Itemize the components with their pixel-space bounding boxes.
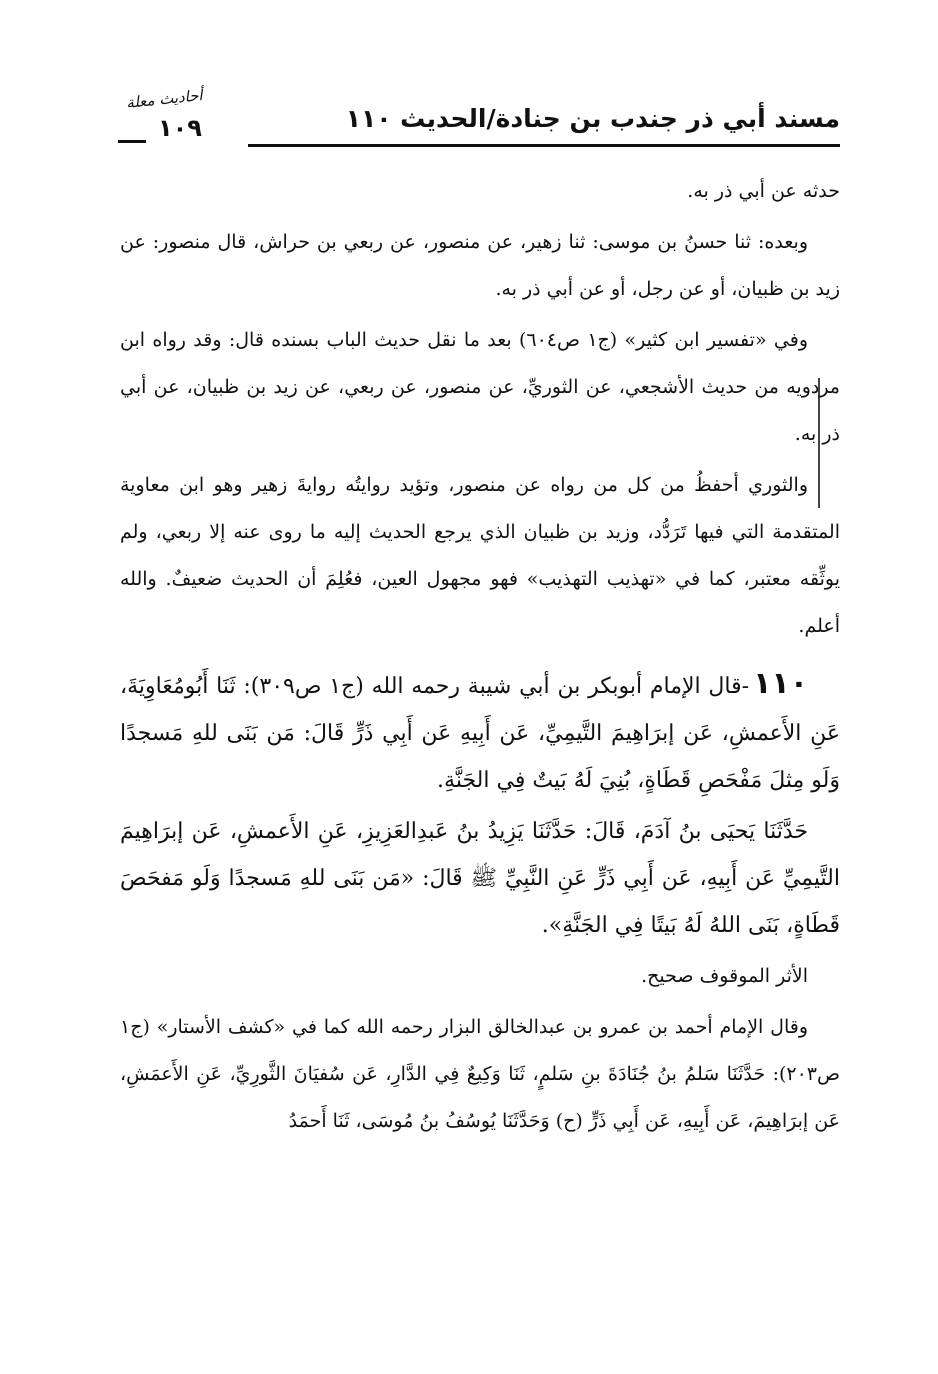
- handwritten-note: أحاديث معلة: [125, 86, 204, 112]
- paragraph-8: وقال الإمام أحمد بن عمرو بن عبدالخالق البزار رحمه الله كما في «كشف الأستار» (ج١ ص٢٠٣): حَدَّثَنَا سَلمُ بنُ جُنَادَةَ بنِ سَلمٍ، ثَنَا وَكِيعٌ فِي الدَّارِ، عَن سُفيَانَ الثَّورِيِّ، عَنِ الأَعمَشِ، عَن إبرَاهِيمَ، عَن أَبِيهِ، عَن أَبِي ذَرٍّ (ح) وَحَدَّثَنَا يُوسُفُ بنُ مُوسَى، ثَنَا أَحمَدُ: [120, 1016, 840, 1132]
- paragraph-7: الأثر الموقوف صحيح.: [641, 965, 808, 987]
- hadith-paragraph: [120, 660, 840, 804]
- hadith-text: -قال الإمام أبوبكر بن أبي شيبة رحمه الله (ج١ ص٣٠٩): ثَنَا أَبُومُعَاوِيَةَ، عَنِ الأَعمشِ، عَن إبرَاهِيمَ التَّيمِيِّ، عَن أَبِيهِ عَن أَبِي ذَرٍّ قَالَ: مَن بَنَى للهِ مَسجدًا وَلَو مِثلَ مَفْحَصِ قَطَاةٍ، بُنِيَ لَهُ بَيتٌ فِي الجَنَّةِ.: [120, 674, 840, 793]
- page-header: [118, 86, 840, 154]
- paragraph-4: والثوري أحفظُ من كل من رواه عن منصور، وتؤيد روايتُه روايةَ زهير وهو ابن معاوية المتقدمة التي فيها تَرَدُّد، وزيد بن ظبيان الذي يرجع الحديث إليه ما روى عنه إلا ربعي، ولم يوثِّقه معتبر، كما في «تهذيب التهذيب» فهو مجهول العين، فعُلِمَ أن الحديث ضعيفٌ. والله أعلم.: [120, 474, 840, 637]
- header-rule: [248, 144, 840, 147]
- paragraph-1: حدثه عن أبي ذر به.: [687, 180, 840, 202]
- page-number: ١٠٩: [158, 114, 202, 142]
- paragraph-6: حَدَّثَنَا يَحيَى بنُ آدَمَ، قَالَ: حَدَّثَنَا يَزِيدُ بنُ عَبدِالعَزِيزِ، عَنِ الأَعمشِ، عَن إبرَاهِيمَ التَّيمِيِّ عَن أَبِيهِ، عَن أَبِي ذَرٍّ عَنِ النَّبِيِّ ﷺ قَالَ: «مَن بَنَى للهِ مَسجدًا وَلَو مَفحَصَ قَطَاةٍ، بَنَى اللهُ لَهُ بَيتًا فِي الجَنَّةِ».: [120, 819, 840, 938]
- body-text: [120, 168, 840, 1149]
- page-number-dash: [118, 140, 146, 143]
- running-title: مسند أبي ذر جندب بن جنادة/الحديث ١١٠: [345, 104, 840, 133]
- paragraph-2: وبعده: ثنا حسنُ بن موسى: ثنا زهير، عن منصور، عن ربعي بن حراش، قال منصور: عن زيد بن ظبيان، أو عن رجل، أو عن أبي ذر به.: [120, 231, 840, 300]
- hadith-number: ١١٠: [753, 666, 809, 701]
- paragraph-3: وفي «تفسير ابن كثير» (ج١ ص٦٠٤) بعد ما نقل حديث الباب بسنده قال: وقد رواه ابن مردويه من حديث الأشجعي، عن الثوريِّ، عن منصور، عن ربعي، عن زيد بن ظبيان، عن أبي ذر به.: [120, 329, 840, 445]
